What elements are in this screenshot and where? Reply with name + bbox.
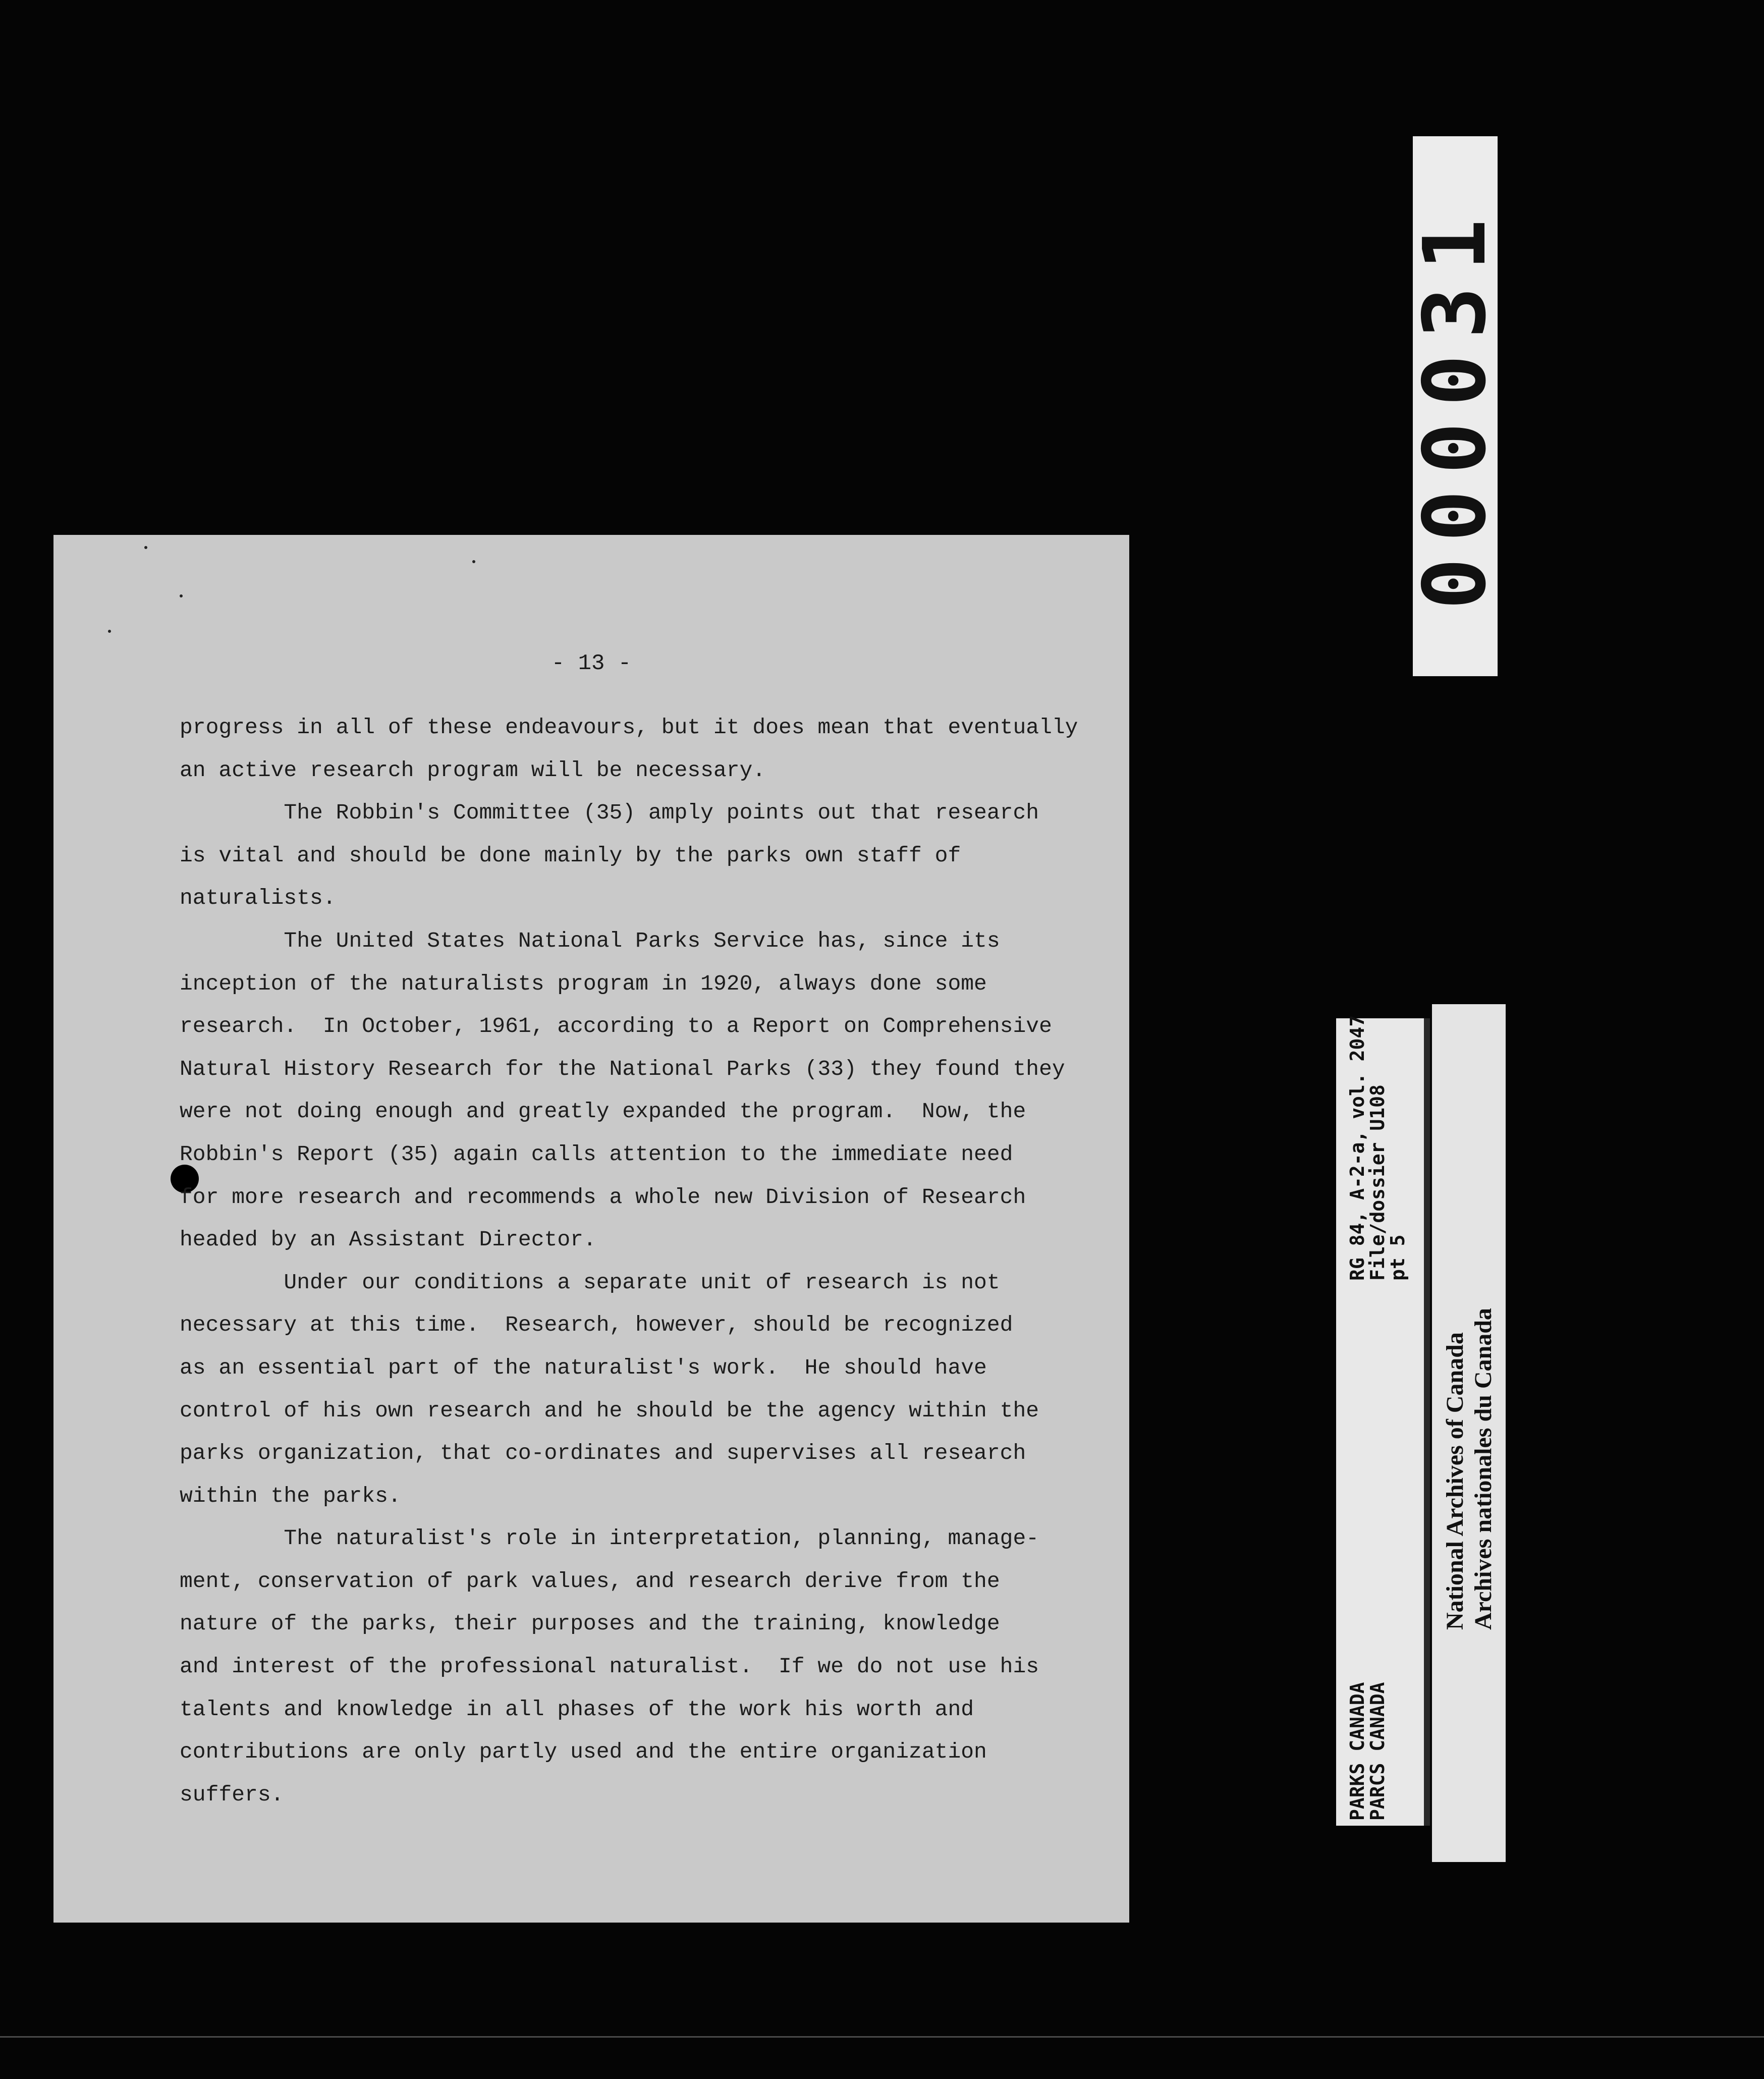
record-group: RG 84, A-2-a, vol. 2047 [1346,1015,1368,1281]
speck [144,546,147,549]
agency-text [1347,1682,1388,1821]
label-divider [1424,1018,1430,1826]
text-line: Robbin's Report (35) again calls attention to the immediate need [180,1141,1013,1167]
text-line: Under our conditions a separate unit of research is not [180,1270,1000,1295]
text-line: is vital and should be done mainly by the parks own staff of [180,843,961,868]
text-line: inception of the naturalists program in 1920, always done some [180,971,987,996]
text-line: research. In October, 1961, according to a Report on Comprehensive [180,1014,1052,1039]
text-line: control of his own research and he should be the agency within the [180,1398,1039,1423]
text-line: naturalists. [180,886,336,911]
text-line: as an essential part of the naturalist's work. He should have [180,1355,987,1380]
frame-number-strip [1405,136,1505,676]
archives-label [1432,1004,1506,1862]
archives-english: National Archives of Canada [1442,1332,1468,1630]
agency-french: PARCS CANADA [1366,1682,1389,1821]
text-line: contributions are only partly used and the entire organization [180,1739,987,1765]
archives-text [1441,1308,1498,1630]
page-number: - 13 - [551,651,632,676]
text-line: necessary at this time. Research, however, should be recognized [180,1312,1013,1338]
frame-number: 000031 [1405,202,1505,610]
text-line: suffers. [180,1782,284,1807]
text-line: nature of the parks, their purposes and the training, knowledge [180,1611,1000,1636]
text-line: parks organization, that co-ordinates and supervises all research [180,1441,1026,1466]
archival-reference-label [1336,1015,1427,1826]
text-line: progress in all of these endeavours, but it does mean that eventually [180,715,1078,740]
archives-french: Archives nationales du Canada [1470,1308,1497,1630]
text-line: for more research and recommends a whole new Division of Research [180,1184,1026,1210]
reference-text [1347,1015,1408,1281]
text-line: The United States National Parks Service has, since its [180,928,1000,953]
body-text [180,706,1078,1816]
text-line: an active research program will be necessary. [180,757,766,783]
text-line: Natural History Research for the National Parks (33) they found they [180,1056,1065,1081]
text-line: ment, conservation of park values, and research derive from the [180,1568,1000,1594]
text-line: were not doing enough and greatly expanded the program. Now, the [180,1099,1026,1124]
agency-english: PARKS CANADA [1346,1682,1368,1821]
text-line: and interest of the professional naturalist. If we do not use his [180,1654,1039,1679]
text-line: The naturalist's role in interpretation, planning, manage- [180,1526,1039,1551]
text-line: The Robbin's Committee (35) amply points out that research [180,800,1039,826]
text-line: within the parks. [180,1483,401,1508]
speck [180,594,183,597]
text-line: talents and knowledge in all phases of the work his worth and [180,1697,974,1722]
speck [108,630,111,633]
bottom-rule [0,2036,1764,2038]
part-number: pt 5 [1387,1234,1409,1281]
file-number: File/dossier U108 [1366,1084,1389,1281]
speck [472,560,475,563]
text-line: headed by an Assistant Director. [180,1227,596,1252]
